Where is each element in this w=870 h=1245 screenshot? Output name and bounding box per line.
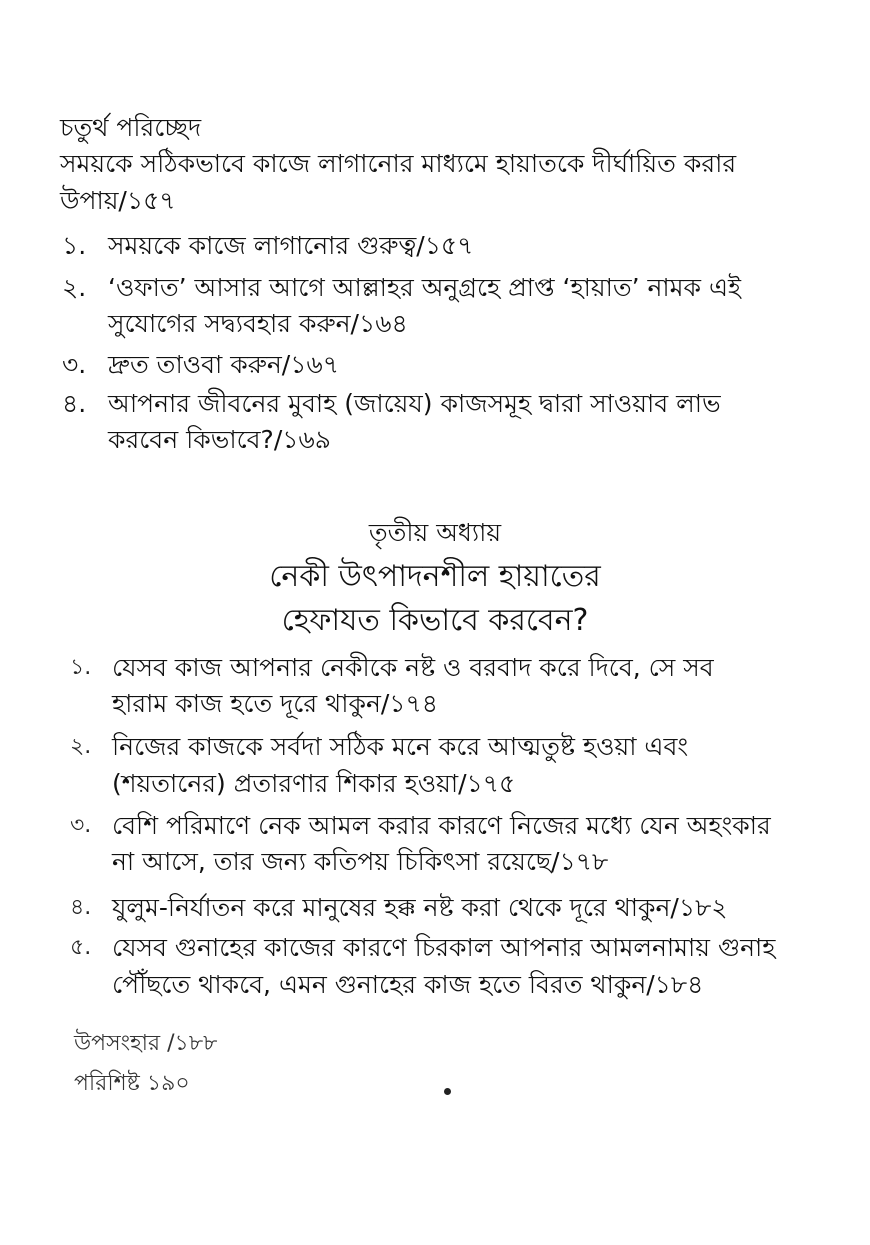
part-title-line1: নেকী উৎপাদনশীল হায়াতের [269,559,601,594]
chapter-title-line2: উপায়/১৫৭ [60,186,176,215]
item-number: ১. [62,231,87,260]
part-title-line2: হেফাযত কিভাবে করবেন? [281,603,589,638]
toc-entry-continued: সুযোগের সদ্ব্যবহার করুন/১৬৪ [108,309,408,338]
item-number: ২. [70,734,92,759]
item-number: ৪. [70,895,92,920]
toc-entry: ‘ওফাত’ আসার আগে আল্লাহর অনুগ্রহে প্রাপ্ত ‘হায়াত’ নামক এই [108,273,742,302]
footer-page: /১৮৮ [167,1031,218,1056]
toc-entry-continued: করবেন কিভাবে?/১৬৯ [108,425,331,454]
toc-entry: বেশি পরিমাণে নেক আমল করার কারণে নিজের মধ্যে যেন অহংকার [112,811,771,840]
toc-entry-continued: (শয়তানের) প্রতারণার শিকার হওয়া/১৭৫ [112,769,516,798]
chapter-title-line1 [60,146,790,182]
toc-entry: দ্রুত তাওবা করুন/১৬৭ [108,350,339,379]
toc-entry: যেসব কাজ আপনার নেকীকে নষ্ট ও বরবাদ করে দিবে, সে সব [112,653,714,682]
toc-entry: আপনার জীবনের মুবাহ (জায়েয) কাজসমূহ দ্বারা সাওয়াব লাভ [108,389,721,418]
footer-entry-appendix [74,1066,190,1102]
item-number: ৫. [70,935,92,960]
ink-speck [444,1088,451,1095]
toc-entry-continued: না আসে, তার জন্য কতিপয় চিকিৎসা রয়েছে/১৭৮ [112,847,609,876]
footer-entry-conclusion [74,1026,217,1062]
footer-label: পরিশিষ্ট [74,1071,140,1096]
footer-page: ১৯০ [146,1071,190,1096]
item-number: ৪. [62,389,87,418]
toc-entry: যেসব গুনাহের কাজের কারণে চিরকাল আপনার আমলনামায় গুনাহ [112,933,776,962]
chapter-title-text: সময়কে সঠিকভাবে কাজে লাগানোর মাধ্যমে হায়াতকে দীর্ঘায়িত করার [60,149,737,178]
chapter-heading: চতুর্থ পরিচ্ছেদ [60,113,202,142]
toc-entry-continued: হারাম কাজ হতে দূরে থাকুন/১৭৪ [112,689,439,718]
part-heading: তৃতীয় অধ্যায় [368,518,502,547]
item-number: ৩. [62,350,87,379]
item-number: ১. [70,655,92,680]
toc-entry: নিজের কাজকে সর্বদা সঠিক মনে করে আত্মতুষ্ট হওয়া এবং [112,732,689,761]
footer-label: উপসংহার [74,1031,161,1056]
item-number: ২. [62,273,87,302]
toc-entry-continued: পৌঁছতে থাকবে, এমন গুনাহের কাজ হতে বিরত থাকুন/১৮৪ [112,970,704,999]
item-number: ৩. [70,813,92,838]
toc-entry: সময়কে কাজে লাগানোর গুরুত্ব/১৫৭ [108,231,474,260]
toc-entry: যুলুম-নির্যাতন করে মানুষের হক্ক নষ্ট করা থেকে দূরে থাকুন/১৮২ [112,893,728,922]
